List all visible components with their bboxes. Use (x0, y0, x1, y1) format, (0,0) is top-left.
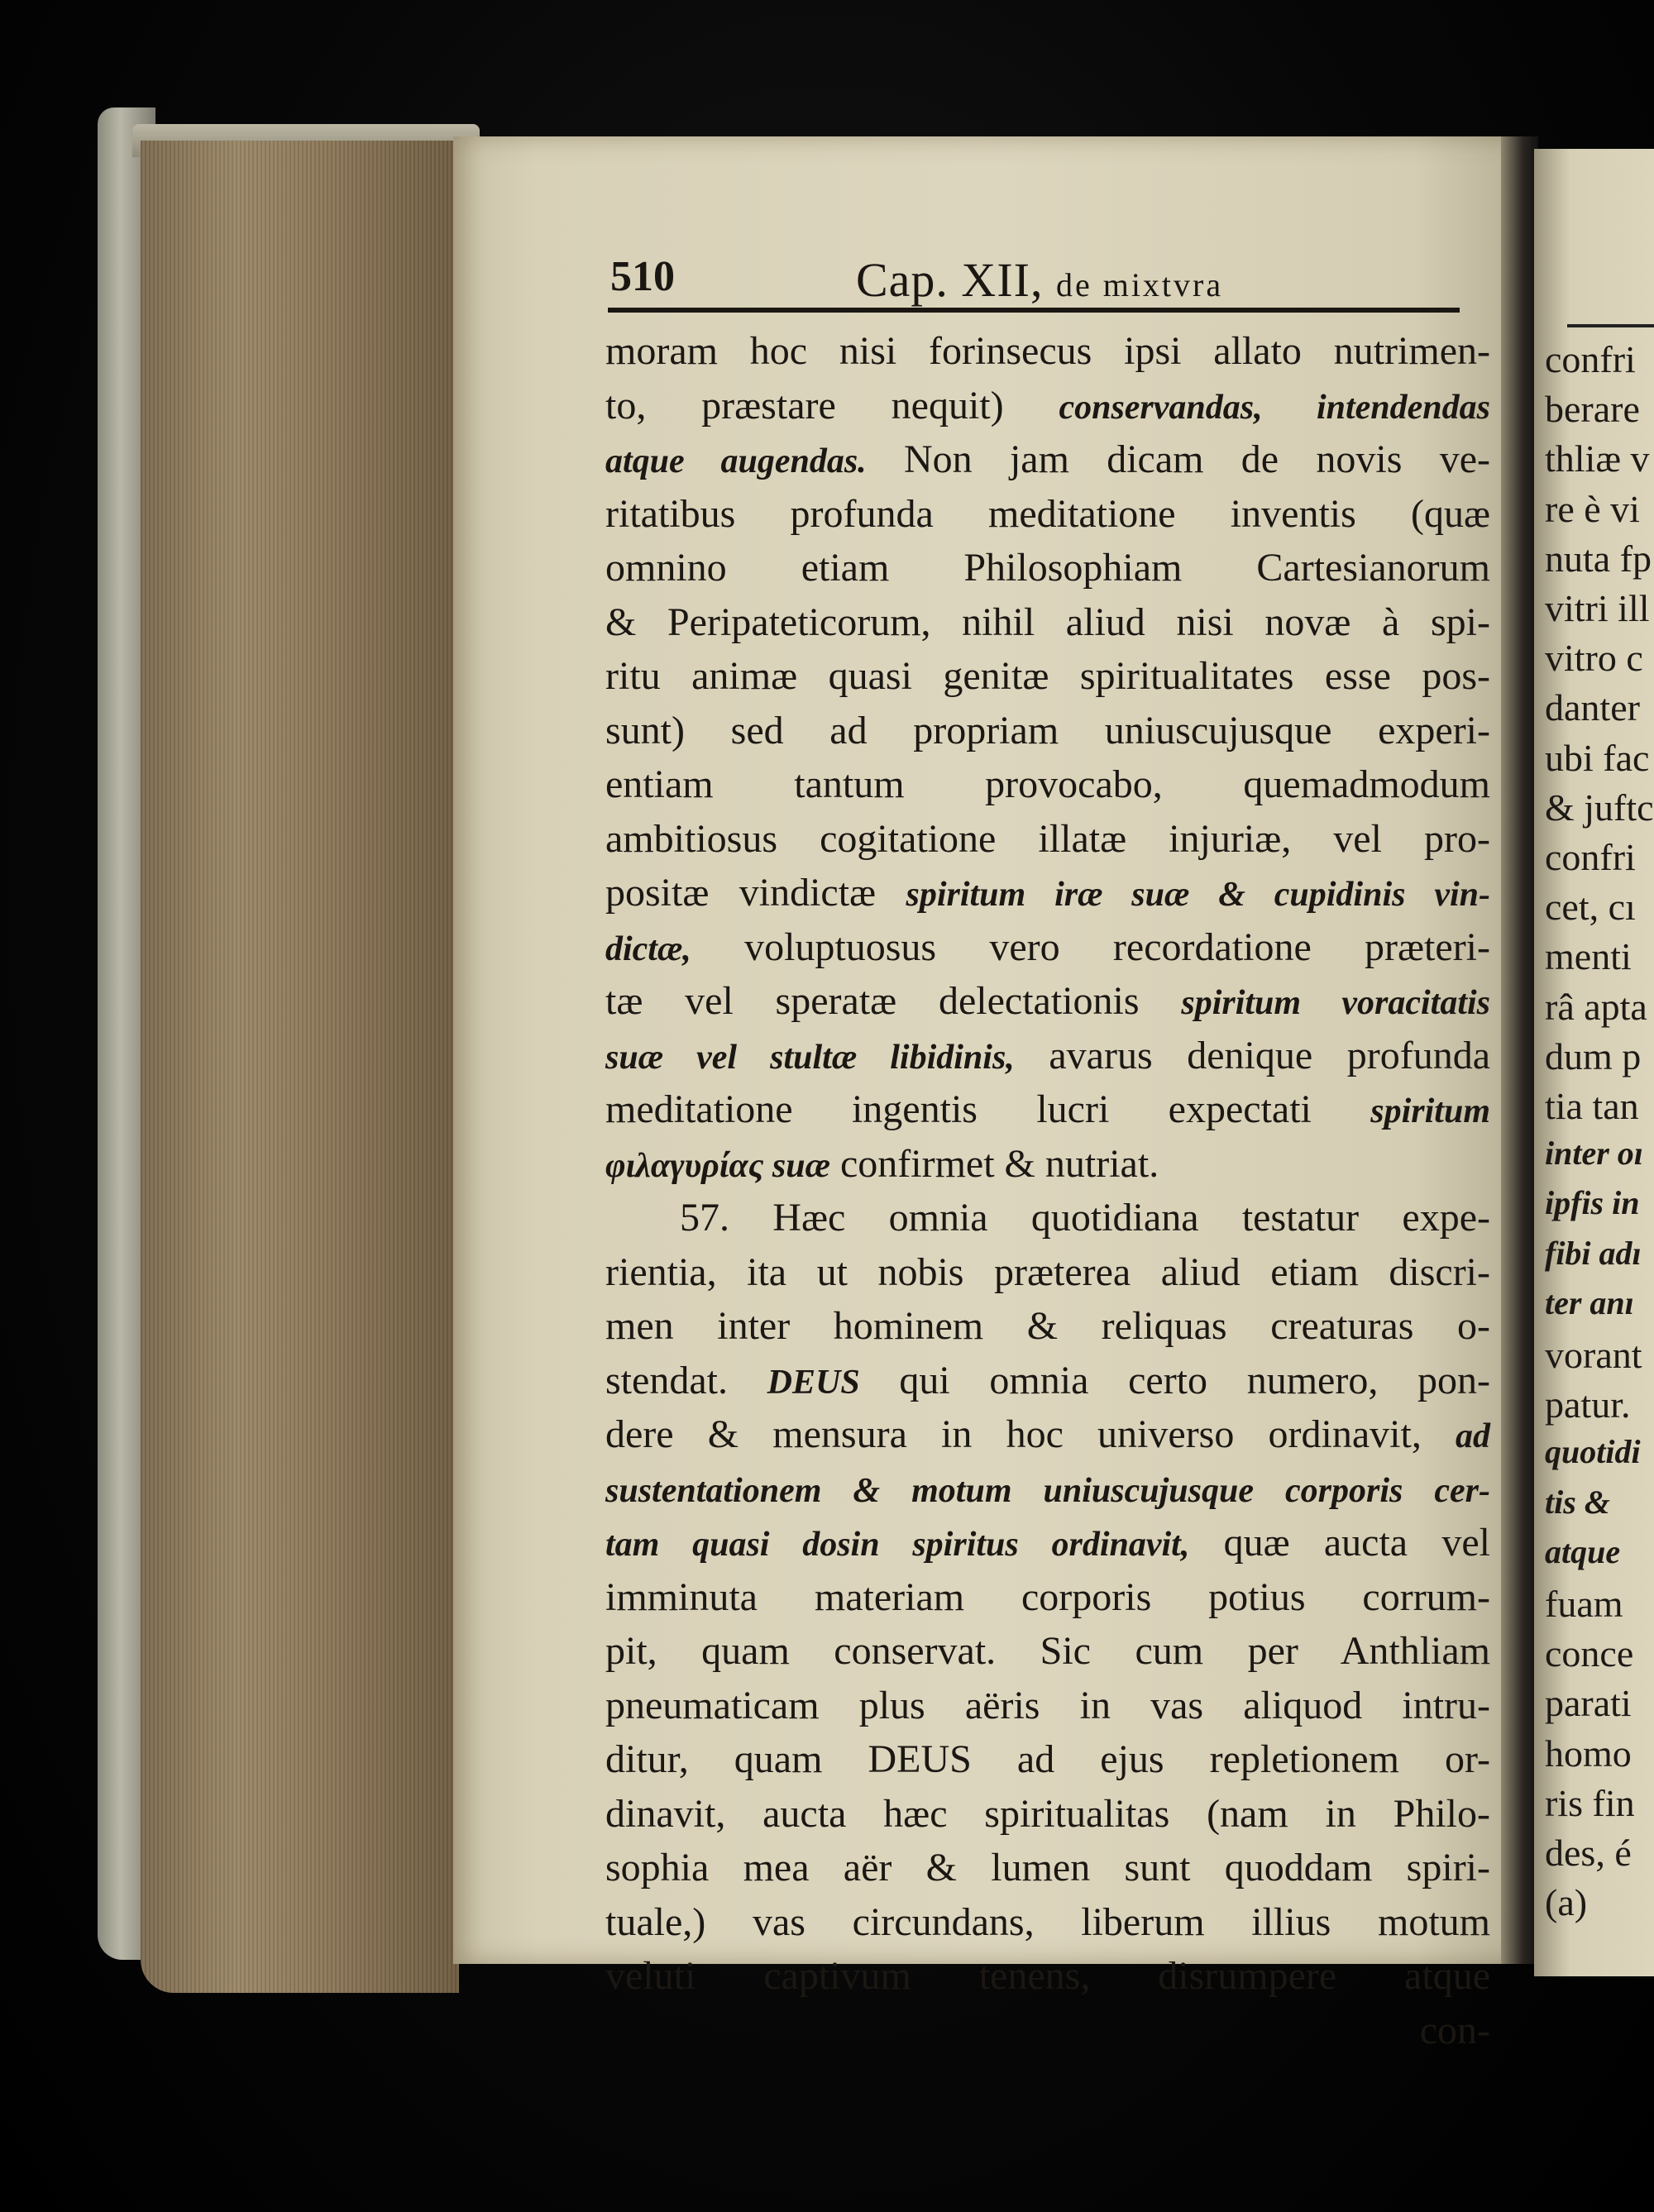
text-line (605, 1732, 1490, 1787)
roman-run: qui omnia certo numero, pon- (899, 1358, 1490, 1402)
italic-run: φιλαγυρίας suæ (605, 1146, 830, 1185)
right-page-line: fibi adı (1545, 1234, 1642, 1272)
right-page-line: ris fin (1545, 1781, 1635, 1824)
text-line (605, 1299, 1490, 1354)
text-line (605, 649, 1490, 704)
italic-run: ad (1456, 1417, 1491, 1455)
roman-run: 57. Hæc omnia quotidiana testatur expe- (680, 1196, 1490, 1240)
book-gutter (1501, 136, 1538, 1964)
roman-run: ritu animæ quasi genitæ spiritualitates esse pos- (605, 654, 1490, 698)
roman-run: rientia, ita ut nobis præterea aliud etiam discri- (605, 1249, 1490, 1294)
text-line (605, 866, 1490, 920)
right-page-line: conce (1545, 1632, 1634, 1675)
roman-run: avarus denique profunda (1049, 1033, 1491, 1077)
text-line (605, 920, 1490, 975)
roman-run: tuale,) vas circundans, liberum illius motum (605, 1899, 1490, 1944)
roman-run: positæ vindictæ (605, 871, 877, 915)
right-page-line: cet, cı (1545, 886, 1636, 929)
right-page-line: parati (1545, 1682, 1632, 1725)
text-line (605, 1895, 1490, 1950)
roman-run: tæ vel speratæ delectationis (605, 979, 1140, 1023)
right-page-line: thliæ v (1545, 437, 1650, 480)
right-page-line: fuam (1545, 1583, 1623, 1625)
right-page-line: ipfis in (1545, 1184, 1640, 1222)
italic-run: tam quasi dosin spiritus ordinavit, (605, 1526, 1190, 1564)
text-line (605, 1787, 1490, 1842)
roman-run: ditur, quam DEUS ad ejus repletionem or- (605, 1737, 1490, 1781)
text-line (605, 1354, 1490, 1408)
right-page-line: (a) (1545, 1881, 1588, 1924)
right-page-line: tis & (1545, 1483, 1610, 1521)
italic-run: dictæ, (605, 929, 691, 968)
roman-run: to, præstare nequit) (605, 383, 1004, 428)
text-line (605, 2004, 1490, 2058)
text-line (605, 1841, 1490, 1895)
text-line (605, 1679, 1490, 1733)
running-head (856, 252, 1223, 308)
italic-run: conservandas, intendendas (1059, 388, 1490, 427)
roman-run: ambitiosus cogitatione illatæ injuriæ, vel pro- (605, 816, 1490, 861)
right-page-line: berare (1545, 388, 1640, 431)
text-line (605, 1949, 1490, 2004)
right-page-header-rule (1567, 324, 1654, 327)
right-page-line: vorant (1545, 1334, 1642, 1376)
right-page-line: râ apta (1545, 985, 1647, 1028)
right-page-line: danter (1545, 686, 1640, 729)
italic-run: sustentationem & motum uniuscujusque corporis cer- (605, 1471, 1490, 1510)
italic-run: spiritum voracitatis (1181, 984, 1491, 1022)
roman-run: confirmet & nutriat. (839, 1141, 1159, 1186)
roman-run: pit, quam conservat. Sic cum per Anthliam (605, 1629, 1490, 1673)
text-line (605, 324, 1490, 379)
roman-run: moram hoc nisi forinsecus ipsi allato nutrimen- (605, 329, 1490, 373)
roman-run: & Peripateticorum, nihil aliud nisi novæ à spi- (605, 600, 1490, 644)
text-line (605, 1407, 1490, 1462)
page-number: 510 (610, 253, 675, 300)
right-page-line: dum p (1545, 1034, 1642, 1077)
right-page-line: inter oı (1545, 1135, 1643, 1173)
right-page-line: confri (1545, 836, 1636, 878)
running-head-chapter: Cap. XII, (856, 253, 1044, 307)
right-page-line: des, é (1545, 1832, 1632, 1874)
right-page-line: ter anı (1545, 1283, 1634, 1321)
italic-run: spiritum iræ suæ & cupidinis vin- (906, 876, 1491, 914)
roman-run: Non jam dicam de novis ve- (903, 437, 1491, 481)
text-line (605, 1245, 1490, 1300)
text-line (605, 432, 1490, 487)
roman-run: entiam tantum provocabo, quemadmodum (605, 762, 1490, 806)
running-head-subject: de mixtvra (1055, 266, 1224, 303)
text-line (605, 757, 1490, 812)
text-line (605, 1191, 1490, 1245)
roman-run: voluptuosus vero recordatione præteri- (744, 924, 1490, 969)
right-page-line: & juftc (1545, 786, 1654, 829)
text-line (605, 595, 1490, 650)
text-line (605, 974, 1490, 1029)
italic-run: DEUS (767, 1363, 860, 1402)
roman-run: sophia mea aër & lumen sunt quoddam spiri- (605, 1846, 1490, 1890)
roman-run: quæ aucta vel (1223, 1521, 1490, 1565)
right-page-line: vitro c (1545, 637, 1643, 680)
right-page-line: atque (1545, 1532, 1621, 1570)
right-page-line: homo (1545, 1732, 1632, 1775)
right-page-line: nuta fp (1545, 537, 1652, 580)
text-line (605, 1082, 1490, 1137)
right-page-line: ubi fac (1545, 736, 1650, 779)
roman-run: omnino etiam Philosophiam Cartesianorum (605, 546, 1490, 590)
text-line (605, 1516, 1490, 1570)
italic-run: spiritum (1370, 1092, 1490, 1130)
right-page-line: tia tan (1545, 1085, 1639, 1127)
roman-run: dinavit, aucta hæc spiritualitas (nam in Philo- (605, 1791, 1490, 1836)
text-line (605, 812, 1490, 867)
right-page-line: vitri ill (1545, 587, 1650, 629)
roman-run: con- (1419, 2008, 1490, 2052)
right-page-line: quotidi (1545, 1433, 1641, 1471)
roman-run: sunt) sed ad propriam uniuscujusque experi- (605, 708, 1490, 752)
body-text (605, 324, 1490, 2057)
roman-run: pneumaticam plus aëris in vas aliquod intru- (605, 1683, 1490, 1727)
right-page-line: re è vi (1545, 487, 1640, 530)
text-line (605, 1029, 1490, 1083)
text-line (605, 487, 1490, 542)
italic-run: suæ vel stultæ libidinis, (605, 1038, 1015, 1077)
roman-run: imminuta materiam corporis potius corrum- (605, 1574, 1490, 1619)
right-page-line: patur. (1545, 1383, 1631, 1426)
roman-run: stendat. (605, 1358, 728, 1402)
roman-run: veluti captivum tenens, disrumpere atque (605, 1954, 1490, 1998)
italic-run: atque augendas. (605, 442, 867, 480)
header-rule (608, 308, 1460, 313)
text-line (605, 1624, 1490, 1679)
right-page-line: menti (1545, 935, 1632, 978)
roman-run: meditatione ingentis lucri expectati (605, 1087, 1312, 1131)
roman-run: ritatibus profunda meditatione inventis (quæ (605, 491, 1490, 536)
roman-run: dere & mensura in hoc universo ordinavit, (605, 1412, 1422, 1456)
text-line (605, 1137, 1490, 1192)
roman-run: men inter hominem & reliquas creaturas o- (605, 1304, 1490, 1348)
text-line (605, 379, 1490, 433)
text-line (605, 541, 1490, 595)
text-line (605, 704, 1490, 758)
right-page-line: confri (1545, 338, 1636, 380)
page-fore-edge (141, 141, 459, 1993)
text-line (605, 1462, 1490, 1517)
text-line (605, 1570, 1490, 1625)
